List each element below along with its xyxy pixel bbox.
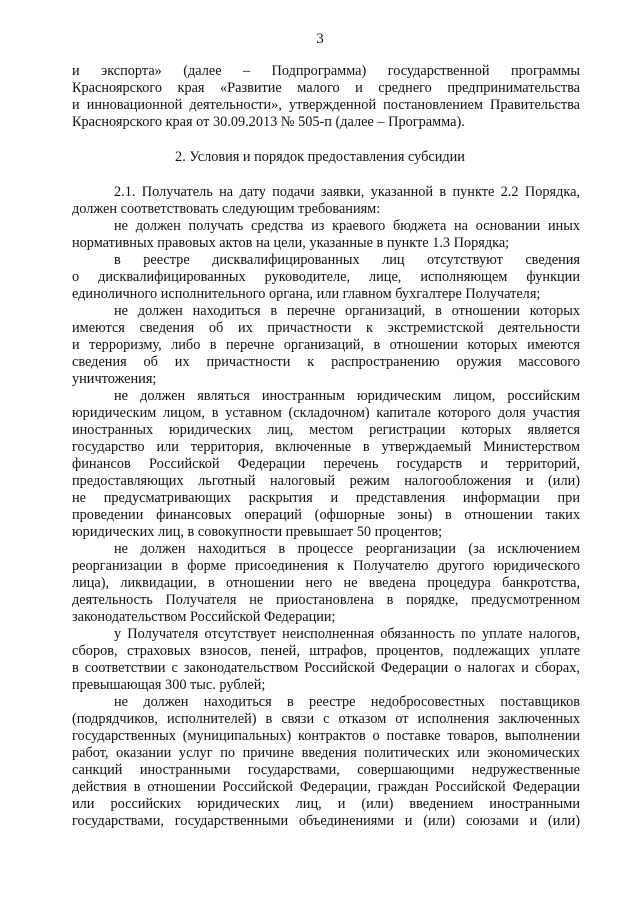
text-line: нормативных правовых актов на цели, указанные в пункте 1.3 Порядка; [72,235,510,251]
text-line: имеются сведения об их причастности к экстремистской деятельности [72,320,580,336]
text-line: сборов, страховых взносов, пеней, штрафов, процентов, подлежащих уплате [72,643,580,659]
text-line: в соответствии с законодательством Российской Федерации о налогах и сборах, [72,660,580,676]
text-line: не должен находиться в перечне организаций, в отношении которых [114,303,580,319]
text-line: превышающая 300 тыс. рублей; [72,677,266,693]
text-line: (подрядчиков, исполнителей) в связи с отказом от исполнения заключенных [72,711,580,727]
text-line: государство или территория, включенные в утверждаемый Министерством [72,439,580,455]
text-line: финансов Российской Федерации перечень государств и территорий, [72,456,580,472]
text-line: сведения об их причастности к распространению оружия массового [72,354,580,370]
text-line: юридическим лицом, в уставном (складочном) капитале которого доля участия [72,405,580,421]
text-line: или российских юридических лиц, и (или) введением иностранными [72,796,580,812]
text-line: и инновационной деятельности», утвержденной постановлением Правительства [72,97,580,113]
text-line: работ, оказании услуг по причине введения политических или экономических [72,745,580,761]
text-line: лица), ликвидации, в отношении него не введена процедура банкротства, [72,575,580,591]
text-line: в реестре дисквалифицированных лиц отсутствуют сведения [114,252,580,268]
page-number: 3 [316,31,324,47]
text-line: проведении финансовых операций (офшорные зоны) в отношении таких [72,507,580,523]
text-line: не должен находиться в процессе реорганизации (за исключением [114,541,580,557]
text-line: действия в отношении Российской Федерации, граждан Российской Федерации [72,779,580,795]
text-line: иностранных юридических лиц, местом регистрации которых является [72,422,580,438]
text-line: 2.1. Получатель на дату подачи заявки, указанной в пункте 2.2 Порядка, [114,184,580,200]
text-line: уничтожения; [72,371,157,387]
text-line: государствами, государственными объединениями и (или) союзами и (или) [72,813,580,829]
text-line: реорганизации в форме присоединения к Получателю другого юридического [72,558,580,574]
text-line: не должен являться иностранным юридическим лицом, российским [114,388,580,404]
text-line: предоставляющих льготный налоговый режим налогообложения и (или) [72,473,580,489]
text-line: государственных (муниципальных) контрактов о поставке товаров, выполнении [72,728,580,744]
text-line: единоличного исполнительного органа, или главном бухгалтере Получателя; [72,286,541,302]
text-line: деятельность Получателя не приостановлена в порядке, предусмотренном [72,592,580,608]
text-line: санкций иностранными государствами, совершающими недружественные [72,762,580,778]
text-line: у Получателя отсутствует неисполненная обязанность по уплате налогов, [114,626,580,642]
text-line: не предусматривающих раскрытия и представления информации при [72,490,580,506]
text-line: должен соответствовать следующим требованиям: [72,201,381,217]
text-line: юридических лиц, в совокупности превышает 50 процентов; [72,524,443,540]
text-line: не должен получать средства из краевого бюджета на основании иных [114,218,580,234]
text-line: не должен находиться в реестре недобросовестных поставщиков [114,694,580,710]
text-line: законодательством Российской Федерации; [72,609,336,625]
section-heading: 2. Условия и порядок предоставления субсидии [175,149,465,165]
text-line: Красноярского края от 30.09.2013 № 505-п (далее – Программа). [72,114,465,130]
text-line: и экспорта» (далее – Подпрограмма) государственной программы [72,63,580,79]
text-line: Красноярского края «Развитие малого и среднего предпринимательства [72,80,580,96]
text-line: о дисквалифицированных руководителе, лице, исполняющем функции [72,269,580,285]
text-line: и терроризму, либо в перечне организаций, в отношении которых имеются [72,337,580,353]
